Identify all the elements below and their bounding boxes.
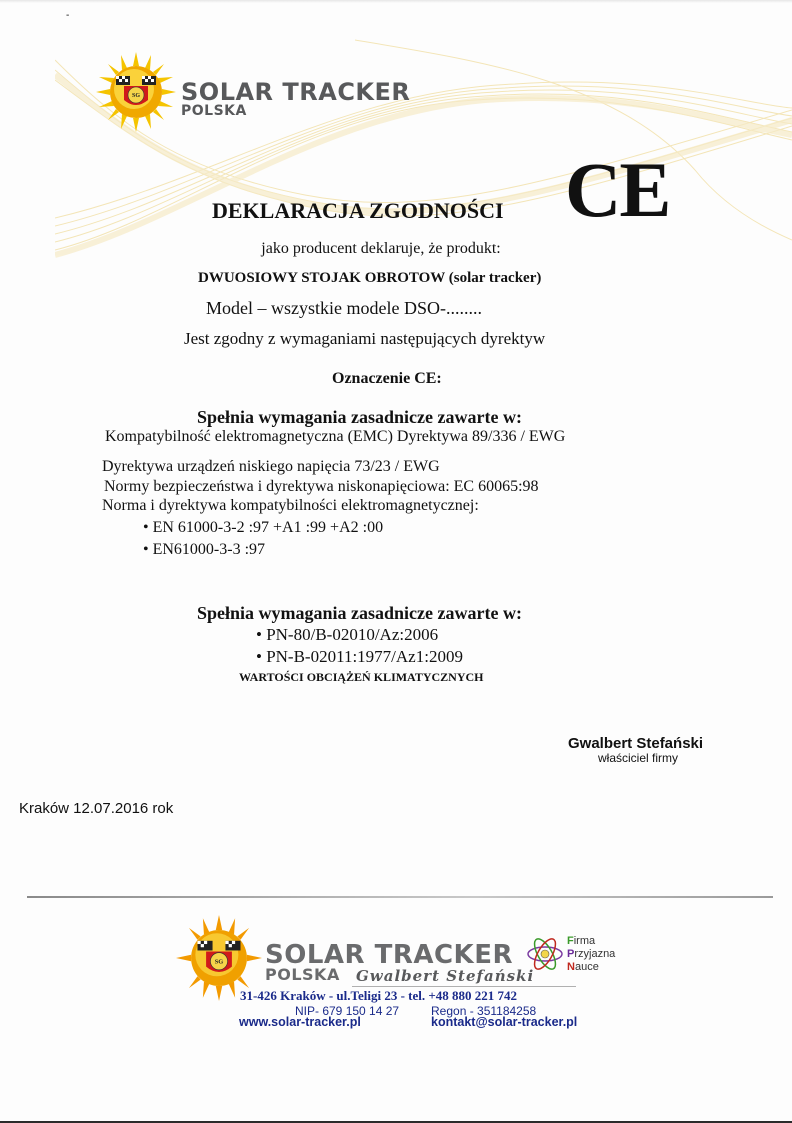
standard-bullet: • PN-B-02011:1977/Az1:2009 <box>256 647 463 666</box>
sun-logo-icon <box>96 52 176 132</box>
intro-text: jako producent deklaruje, że produkt: <box>261 240 501 257</box>
badge-initials: SG <box>131 93 141 99</box>
safety-norms: Normy bezpieczeństwa i dyrektywa niskonapięciowa: EC 60065:98 <box>104 478 539 495</box>
place-date: Kraków 12.07.2016 rok <box>19 800 174 817</box>
model-line: Model – wszystkie modele DSO-........ <box>206 298 482 318</box>
brand-subname: POLSKA <box>181 103 247 119</box>
lvd-directive: Dyrektywa urządzeń niskiego napięcia 73/23 / EWG <box>102 458 440 475</box>
emc-norm: Norma i dyrektywa kompatybilności elektromagnetycznej: <box>102 497 479 514</box>
footer-badge-initials: SG <box>214 958 224 966</box>
top-mark: - <box>66 10 70 21</box>
product-name: DWUOSIOWY STOJAK OBROTOW (solar tracker) <box>198 270 542 286</box>
footer-email-link[interactable]: kontakt@solar-tracker.pl <box>431 1015 578 1029</box>
brand-name: SOLAR TRACKER <box>181 78 411 106</box>
signatory-role: właściciel firmy <box>598 751 679 765</box>
standard-bullet: • EN 61000-3-2 :97 +A1 :99 +A2 :00 <box>143 519 384 536</box>
emc-directive: Kompatybilność elektromagnetyczna (EMC) Dyrektywa 89/336 / EWG <box>105 428 566 445</box>
footer-script-underline <box>352 986 576 987</box>
compliance-line: Jest zgodny z wymaganiami następujących dyrektyw <box>184 329 546 348</box>
ce-marking-label: Oznaczenie CE: <box>332 370 442 387</box>
firma-przyjazna-nauce-badge: Firma Przyjazna Nauce <box>567 935 616 973</box>
footer-brand-subname: POLSKA <box>265 965 340 984</box>
section1-heading: Spełnia wymagania zasadnicze zawarte w: <box>197 407 522 427</box>
section2-heading: Spełnia wymagania zasadnicze zawarte w: <box>197 603 522 623</box>
footer-regon: Regon - 351184258 <box>431 1004 537 1018</box>
ce-mark: CE <box>565 146 670 233</box>
atom-icon <box>526 935 564 973</box>
footer-nip: NIP- 679 150 14 27 <box>295 1004 400 1018</box>
footer-brand-name: SOLAR TRACKER <box>265 940 513 970</box>
signatory-name: Gwalbert Stefański <box>568 735 704 752</box>
standard-bullet: • EN61000-3-3 :97 <box>143 541 266 558</box>
document-title: DEKLARACJA ZGODNOŚCI <box>212 198 504 223</box>
footer-address: 31-426 Kraków - ul.Teligi 23 - tel. +48 880 221 742 <box>240 988 518 1003</box>
page-top-edge <box>0 0 792 3</box>
footer-divider <box>27 896 773 898</box>
footer-website-link[interactable]: www.solar-tracker.pl <box>239 1015 361 1029</box>
standard-bullet: • PN-80/B-02010/Az:2006 <box>256 625 439 644</box>
footer-script-signature: Gwalbert Stefański <box>356 967 535 985</box>
climate-loads-note: WARTOŚCI OBCIĄŻEŃ KLIMATYCZNYCH <box>239 670 484 684</box>
